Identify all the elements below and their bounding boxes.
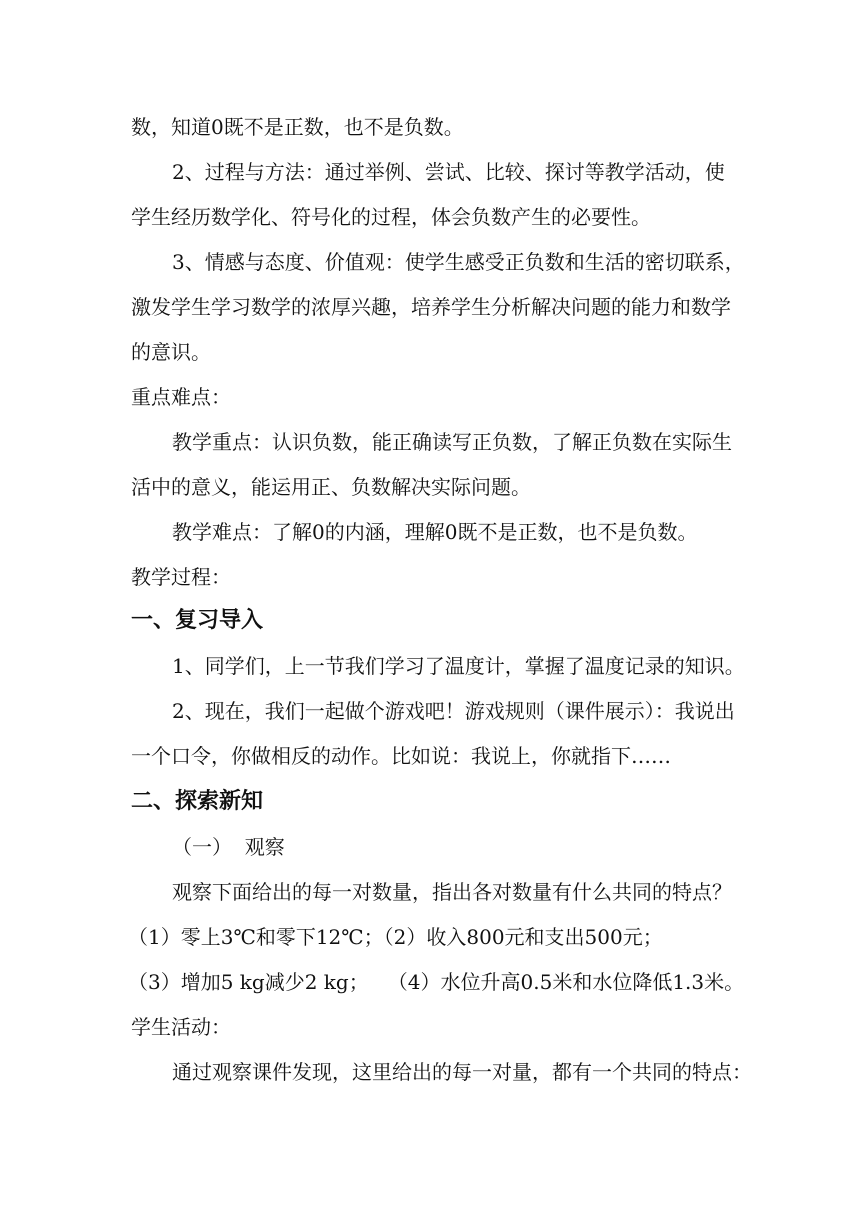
text-line: 通过观察课件发现，这里给出的每一对量，都有一个共同的特点： bbox=[172, 1060, 752, 1084]
text-line: 的意识。 bbox=[131, 340, 211, 364]
section-label: 学生活动： bbox=[131, 1015, 231, 1039]
text-line: 3、情感与态度、价值观：使学生感受正负数和生活的密切联系， bbox=[172, 250, 745, 274]
text-line: （3）增加5 kg减少2 kg； （4）水位升高0.5米和水位降低1.3米。 bbox=[128, 970, 745, 994]
text-line: 2、过程与方法：通过举例、尝试、比较、探讨等教学活动，使 bbox=[172, 160, 725, 184]
text-line: 1、同学们，上一节我们学习了温度计，掌握了温度记录的知识。 bbox=[172, 654, 745, 678]
text-line: 激发学生学习数学的浓厚兴趣，培养学生分析解决问题的能力和数学 bbox=[131, 295, 731, 319]
section-heading: 一、复习导入 bbox=[131, 608, 264, 633]
section-label: 重点难点： bbox=[131, 385, 231, 409]
text-line: 教学重点：认识负数，能正确读写正负数，了解正负数在实际生 bbox=[172, 430, 732, 454]
text-line: 学生经历数学化、符号化的过程，体会负数产生的必要性。 bbox=[131, 205, 651, 229]
section-label: 教学过程： bbox=[131, 565, 231, 589]
subsection-heading: （一） 观察 bbox=[172, 835, 285, 859]
text-line: 观察下面给出的每一对数量，指出各对数量有什么共同的特点？ bbox=[172, 880, 732, 904]
section-heading: 二、探索新知 bbox=[131, 789, 264, 814]
text-line: 数，知道0既不是正数，也不是负数。 bbox=[131, 115, 464, 139]
text-line: 教学难点：了解0的内涵，理解0既不是正数，也不是负数。 bbox=[172, 520, 698, 544]
text-line: 一个口令，你做相反的动作。比如说：我说上，你就指下…… bbox=[131, 744, 671, 768]
text-line: （1）零上3℃和零下12℃；（2）收入800元和支出500元； bbox=[128, 925, 663, 949]
text-line: 活中的意义，能运用正、负数解决实际问题。 bbox=[131, 475, 531, 499]
text-line: 2、现在，我们一起做个游戏吧！游戏规则（课件展示）：我说出 bbox=[172, 699, 735, 723]
